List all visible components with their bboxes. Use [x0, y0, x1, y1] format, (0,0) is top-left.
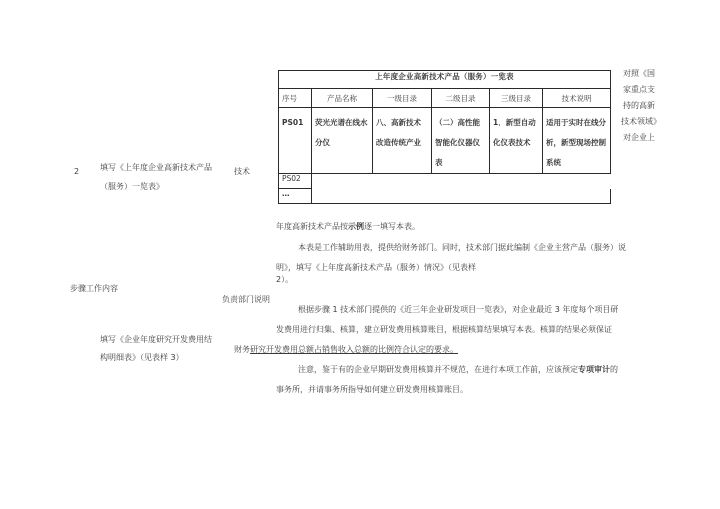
high-tech-products-table	[278, 70, 611, 204]
col-header-seq: 序号	[279, 89, 312, 108]
responsible-dept-label: 负责部门说明	[222, 295, 270, 304]
empty-cell	[312, 174, 611, 189]
cell-product: 荧光光谱在线水分仪	[312, 108, 373, 174]
table-row	[279, 174, 611, 189]
table-row	[279, 189, 611, 204]
para-line-1: 年度高新技术产品按示例逐一填写本表。	[276, 222, 420, 231]
cell-level3: 1．新型自动化仪表技术	[490, 108, 543, 174]
step-number: 2	[74, 167, 80, 176]
fill-table-1-text: 填写《上年度企业高新技术产品（服务）一览表》	[100, 163, 212, 191]
tech-dept-label: 技术	[234, 167, 250, 176]
col-header-level3: 三级目录	[490, 89, 543, 108]
right-vertical-text: 对照《国家重点支持的高新技术领域》对企业上	[621, 69, 657, 142]
para-3-line-1: 根据步骤 1 技术部门提供的《近三年企业研发项目一览表》，对企业最近 3 年度每个项目研	[298, 305, 619, 314]
cell-level1: 八、高新技术改造传统产业	[373, 108, 432, 174]
col-header-level1: 一级目录	[373, 89, 432, 108]
para-3-line-3: 财务研究开发费用总额占销售收入总额的比例符合认定的要求。	[234, 345, 458, 354]
step-content-label: 步骤工作内容	[70, 284, 118, 293]
para-2-line-1: 本表是工作辅助用表，提供给财务部门。同时，技术部门据此编制《企业主营产品（服务）说	[298, 243, 626, 252]
cell-seq: PS01	[279, 108, 312, 174]
para-2-line-2: 明》，填写《上年度高新技术产品（服务）情况》（见表样	[276, 263, 476, 272]
cell-level2: （二）高性能智能化仪器仪表	[432, 108, 490, 174]
empty-cell	[312, 189, 611, 204]
para-4-line-1: 注意，鉴于有的企业早期研发费用核算并不规范，在进行本项工作前，应该预定专项审计的	[298, 365, 618, 374]
col-header-tech-desc: 技术说明	[543, 89, 611, 108]
para-3-line-2: 发费用进行归集、核算，建立研发费用核算账目，根据核算结果填写本表。核算的结果必须保证	[276, 325, 612, 334]
para-4-line-2: 事务所，并请事务所指导如何建立研发费用核算账目。	[276, 385, 468, 394]
col-header-product: 产品名称	[312, 89, 373, 108]
cell-seq: …	[279, 189, 312, 204]
cell-seq: PS02	[279, 174, 312, 189]
table-row	[279, 108, 611, 174]
cell-tech-desc: 适用于实时在线分析，新型现场控制系统	[543, 108, 611, 174]
para-2-line-3: 2）。	[276, 275, 294, 284]
fill-table-2-text: 填写《企业年度研究开发费用结构明细表》（见表样 3）	[100, 335, 212, 362]
table-title: 上年度企业高新技术产品（服务）一览表	[279, 71, 611, 89]
col-header-level2: 二级目录	[432, 89, 490, 108]
